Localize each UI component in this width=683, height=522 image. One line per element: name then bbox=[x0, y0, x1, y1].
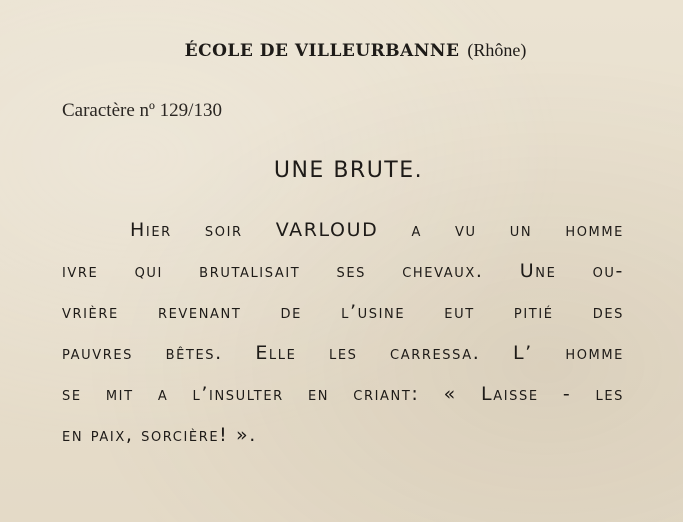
text-title: UNE BRUTE. bbox=[273, 158, 424, 183]
header bbox=[14, 40, 683, 61]
body-line: pauvres bêtes. Elle les carressa. L’ homme bbox=[62, 342, 624, 364]
body-line: ivre qui brutalisait ses chevaux. Une ou- bbox=[62, 260, 624, 282]
body-line: se mit a l’insulter en criant: « Laisse - les bbox=[62, 383, 624, 405]
body-line: en paix, sorcière! ». bbox=[62, 424, 257, 446]
school-region: (Rhône) bbox=[467, 40, 527, 60]
school-name: ÉCOLE DE VILLEURBANNE bbox=[184, 41, 460, 61]
character-caption: Caractère nº 129/130 bbox=[62, 100, 222, 121]
body-line: vrière revenant de l’usine eut pitié des bbox=[62, 301, 624, 323]
text-body bbox=[62, 210, 624, 456]
body-line: Hier soir VARLOUD a vu un homme bbox=[130, 219, 624, 241]
